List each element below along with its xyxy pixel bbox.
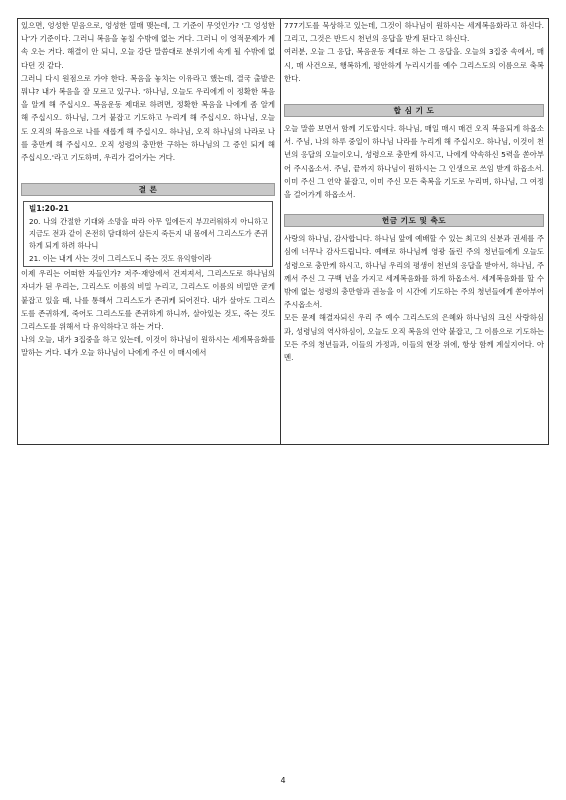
body-paragraph: 이제 우리는 어떠한 자들인가? 저주·재앙에서 건져져서, 그리스도로 하나님의 자녀가 된 우리는, 그리스도 이름의 비밀 누리고, 그리스도 이름의 비밀만 굳게 붙잡고 있을 때, 나를 통해서 그리스도가 존귀케 되어진다. 내가 살아도 그리스도를 존귀하게, 죽어도 그리스도를 존귀하게 하니까, 살아있는 것도, 죽는 것도 그리스도를 위해서 다 유익하다고 하는 거다.	[21, 269, 275, 332]
prayer-heading: 합 심 기 도	[284, 104, 544, 117]
body-paragraph: 그러니 다시 원점으로 가야 한다. 복음을 놓치는 이유라고 했는데, 결국 출발은 뭐냐? 내가 복음을 잘 모르고 있구나. '하나님, 오늘도 우리에게 이 정확한 복음을 알게 해 주십시오. 복음운동 제대로 하려면, 정확한 복음을 나에게 좀 알게 해 주십시오. 하나님, 그거 붙잡고 기도하고 누리게 해 주십시오. 하나님, 오늘도 오직의 복음으로 나를 새롭게 해 주십시오. 하나님, 오직 하나님의 나라로 나를 충만케 해 주십시오. 오직 성령의 충만한 구하는 하나님의 그 증인 되게 해 주십시오.'라고 기도하며, 우리가 걸어가는 거다.	[21, 73, 275, 163]
benediction-paragraph: 모든 문제 해결자되신 우리 주 예수 그리스도의 은혜와 하나님의 크신 사랑하심과, 성령님의 역사하심이, 오늘도 오직 복음의 언약 붙잡고, 그 이름으로 기도하는 모든 주의 청년들과, 이들의 가정과, 이들의 현장 위에, 항상 함께 계실지어다. 아멘.	[284, 313, 544, 363]
scripture-reference: 빌1:20-21	[29, 204, 69, 214]
scripture-box	[23, 201, 273, 267]
left-column	[21, 19, 275, 360]
prayer-paragraph: 오늘 말씀 보면서 함께 기도합시다. 하나님, 매일 매시 매건 오직 복음되게 하옵소서. 주님, 나의 하루 중일이 하나님 나라를 누리게 해 주십시오. 하나님, 이것이 천년의 응답의 오늘이오니, 성령으로 충만케 하시고, 나에게 약속하신 5력을 쏟아부어 주시옵소서. 주님, 끝까지 하나님이 원하시는 그 인생으로 쓰임 받게 하옵소서. 이미 주신 그 언약 붙잡고, 이미 주신 모든 축복을 기도로 누리며, 하나님, 그 여정을 걸어가게 하옵소서.	[284, 124, 544, 200]
scripture-verse: 21. 이는 내게 사는 것이 그리스도니 죽는 것도 유익함이라	[29, 253, 212, 263]
offering-heading: 헌금 기도 및 축도	[284, 214, 544, 227]
scripture-verse: 20. 나의 간절한 기대와 소망을 따라 아무 일에든지 부끄러워하지 아니하고 지금도 전과 같이 온전히 담대하여 살든지 죽든지 내 몸에서 그리스도가 존귀하게 되게 하려 하나니	[29, 216, 268, 251]
body-paragraph: 나의 오늘, 내가 3집중을 하고 있는데, 이것이 하나님이 원하시는 세계복음화를 말하는 거다. 내가 오늘 하나님이 나에게 주신 이 매시에서	[21, 335, 275, 358]
column-divider	[280, 18, 281, 445]
body-paragraph: 여러분, 오늘 그 응답, 복음운동 제대로 하는 그 응답을. 오늘의 3집중 속에서, 매시, 매 사건으로, 행복하게, 평안하게 누리시기를 예수 그리스도의 이름으로 축복한다.	[284, 47, 544, 83]
offering-paragraph: 사랑의 하나님, 감사합니다. 하나님 앞에 예배할 수 있는 최고의 신분과 권세를 주심에 너무나 감사드립니다. 예배로 하나님께 영광 돌린 주의 청년들에게 오늘도 성령으로 충만케 하시고, 하나님 우리의 평생이 천년의 응답을 받아서, 하나님, 주께서 주신 그 구백 년을 가지고 세계복음화를 하게 하옵소서. 세계복음화를 할 수 밖에 없는 성령의 충만함과 권능을 이 시간에 기도하는 주의 청년들에게 쏟아부어 주시옵소서.	[284, 234, 544, 310]
body-paragraph: 있으면, 엉성한 믿음으로, 엉성한 열매 맺는데, 그 기준이 무엇인가? '그 엉성한 나'가 기준이다. 그러니 복음을 놓칠 수밖에 없는 거다. 그러니 이 영적문제가 계속 오는 거다. 해결이 안 되니, 오늘 강단 말씀대로 분위기에 속게 될 수밖에 없다던 것 같다.	[21, 21, 275, 70]
right-column	[284, 19, 544, 364]
page-number: 4	[280, 776, 286, 785]
conclusion-heading: 결 론	[21, 183, 275, 196]
body-paragraph: 777기도를 묵상하고 있는데, 그것이 하나님이 원하시는 세계복음화라고 하신다. 그리고, 그것은 반드시 천년의 응답을 받게 된다고 하신다.	[284, 21, 544, 44]
